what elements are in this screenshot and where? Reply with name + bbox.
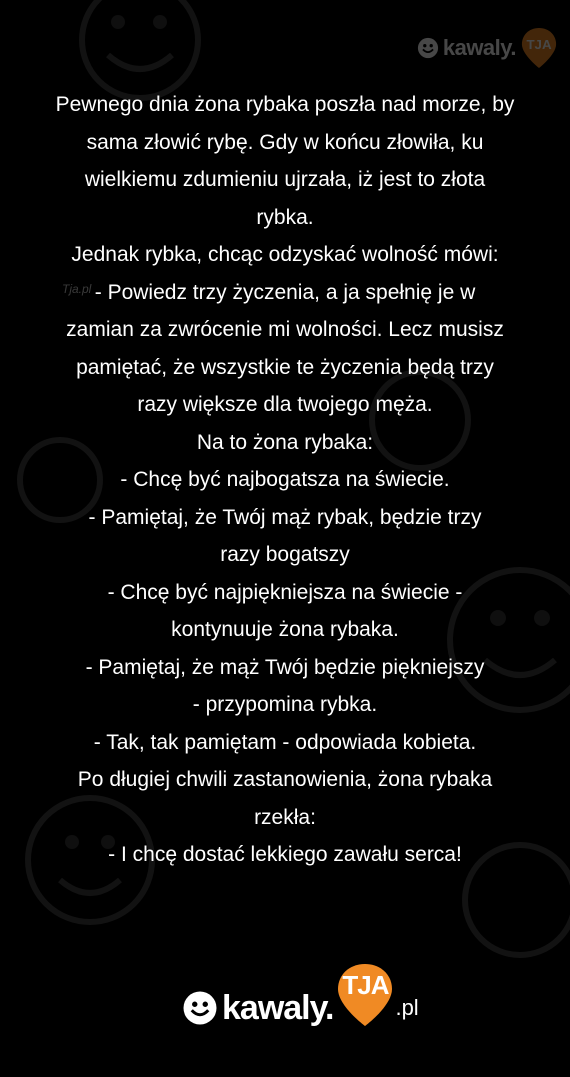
top-brand-name: kawaly.	[442, 35, 516, 60]
joke-line: - przypomina rybka.	[192, 693, 378, 716]
joke-line: Pewnego dnia żona rybaka poszła nad morze, by	[55, 93, 515, 116]
joke-line: rybka.	[256, 205, 314, 229]
smiley-face-icon	[182, 990, 218, 1026]
bottom-pin-text: TJA	[342, 970, 389, 1000]
joke-line: Jednak rybka, chcąc odzyskać wolność mówi:	[71, 243, 499, 266]
joke-line: - I chcę dostać lekkiego zawału serca!	[108, 843, 462, 866]
bottom-brand-name: kawaly.	[222, 989, 334, 1027]
top-brand-logo[interactable]	[417, 26, 558, 70]
joke-line: pamiętać, że wszystkie te życzenia będą trzy	[76, 355, 494, 379]
location-pin-icon	[520, 26, 558, 70]
brand-pin	[335, 962, 395, 1028]
joke-line: - Pamiętaj, że Twój mąż rybak, będzie trzy	[88, 505, 482, 529]
joke-line: - Tak, tak pamiętam - odpowiada kobieta.	[93, 730, 477, 754]
joke-line: - Pamiętaj, że mąż Twój będzie piękniejszy	[85, 655, 485, 679]
joke-line: rzekła:	[254, 805, 316, 829]
joke-line: razy bogatszy	[220, 543, 350, 566]
joke-line: kontynuuje żona rybaka.	[171, 618, 399, 641]
joke-line: wielkiemu zdumieniu ujrzała, iż jest to złota	[84, 168, 486, 191]
brand-tld: .pl	[395, 995, 419, 1020]
joke-line: Po długiej chwili zastanowienia, żona rybaka	[77, 768, 493, 791]
joke-line: razy większe dla twojego męża.	[137, 393, 433, 416]
joke-line: - Powiedz trzy życzenia, a ja spełnię je w	[94, 280, 476, 304]
joke-line: - Chcę być najpiękniejsza na świecie -	[107, 580, 463, 604]
smiley-face-icon	[417, 37, 439, 59]
watermark-text: Tja.pl	[62, 282, 92, 296]
joke-line: zamian za zwrócenie mi wolności. Lecz musisz	[66, 318, 504, 341]
top-pin-text: TJA	[526, 36, 552, 52]
joke-text	[30, 86, 540, 874]
bottom-brand-logo[interactable]	[182, 962, 419, 1028]
joke-line: - Chcę być najbogatsza na świecie.	[120, 468, 450, 491]
joke-line: Na to żona rybaka:	[196, 430, 374, 454]
joke-line: sama złowić rybę. Gdy w końcu złowiła, ku	[86, 130, 484, 154]
